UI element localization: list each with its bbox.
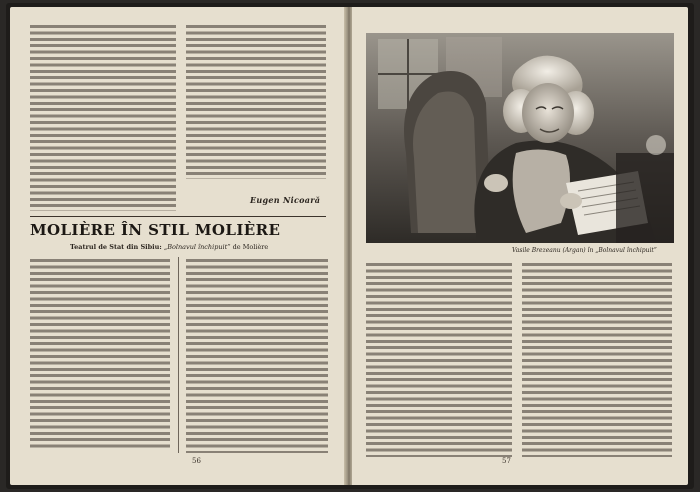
column-rule — [178, 257, 179, 453]
right-page — [352, 7, 688, 485]
subtitle-play: „Bolnavul închipuit” — [163, 243, 231, 251]
left-page — [10, 7, 346, 485]
right-body-left-column — [366, 263, 512, 457]
subtitle-theater: Teatrul de Stat din Sibiu: — [70, 243, 162, 251]
article-subtitle — [70, 243, 268, 251]
right-body-right-column — [522, 263, 672, 457]
subtitle-author: de Molière — [232, 243, 269, 251]
photo-illustration — [366, 33, 674, 243]
page-number-left: 56 — [192, 457, 201, 465]
article-title: MOLIÈRE ÎN STIL MOLIÈRE — [30, 221, 281, 239]
top-right-column — [186, 25, 326, 179]
top-left-column — [30, 25, 176, 211]
photo-caption: Vasile Brezeanu (Argan) în „Bolnavul închipuit” — [512, 247, 657, 254]
page-number-right: 57 — [502, 457, 511, 465]
theater-photo — [366, 33, 674, 243]
book-spread — [6, 3, 694, 489]
article-signature: Eugen Nicoară — [250, 195, 321, 205]
section-divider — [30, 216, 326, 217]
body-left-column — [30, 259, 170, 449]
body-right-column — [186, 259, 328, 453]
